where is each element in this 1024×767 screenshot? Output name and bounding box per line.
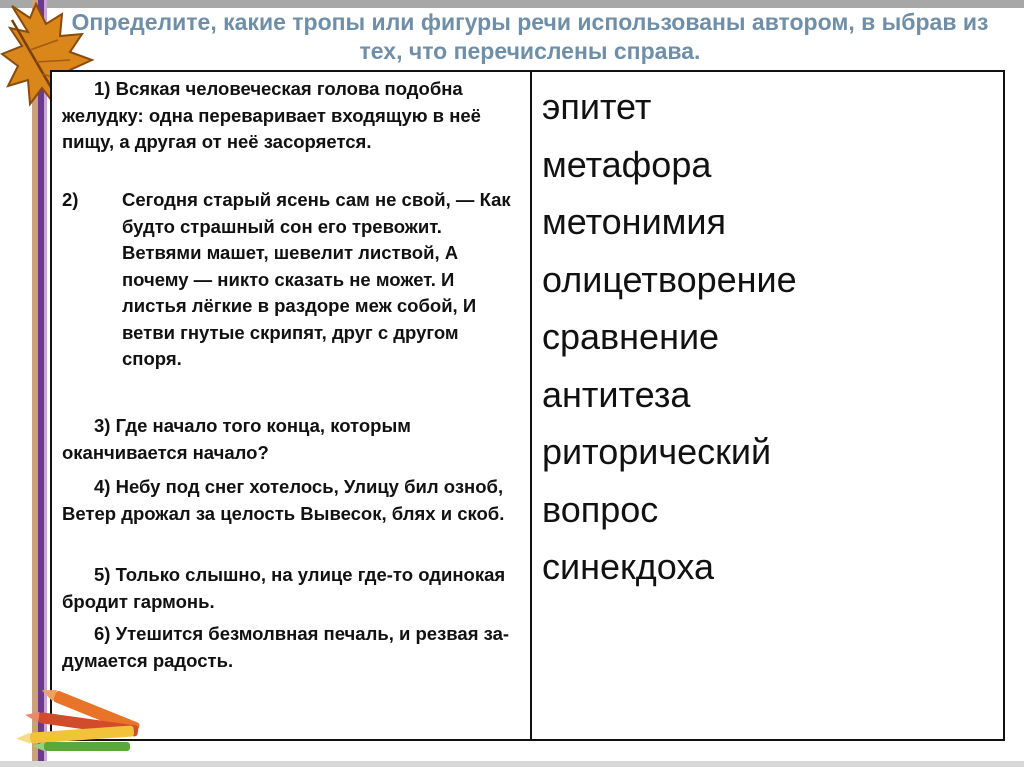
example-item-2: [62, 187, 522, 373]
example-item-1: [62, 76, 522, 156]
terms-column: [542, 78, 1002, 596]
top-rule: [0, 0, 1024, 8]
example-text: Только слышно, на улице где-то одинокая бродит гармонь.: [62, 564, 506, 612]
exercise-table: [50, 70, 1005, 741]
example-number: 1): [94, 78, 111, 99]
example-text: Всякая человеческая голова подобна желудку: одна переваривает входящую в неё пищу, а другая от неё засоряется.: [62, 78, 481, 152]
term-item: метонимия: [542, 201, 727, 242]
example-text: Где начало того конца, которым оканчивается начало?: [62, 415, 411, 463]
example-item-5: [62, 562, 522, 615]
term-item: метафора: [542, 143, 712, 185]
term-item: риторический: [542, 431, 772, 472]
example-number: 5): [94, 564, 111, 585]
term-item: олицетворение: [542, 258, 797, 300]
term-item: вопрос: [542, 488, 659, 530]
term-item: эпитет: [542, 86, 652, 127]
example-item-6: [62, 621, 522, 674]
crayons-icon: [8, 686, 158, 756]
example-number: 6): [94, 623, 111, 644]
example-number: 2): [62, 189, 79, 210]
example-item-4: [62, 474, 522, 527]
example-item-3: [62, 413, 522, 466]
example-number: 3): [94, 415, 111, 436]
example-text: Небу под снег хотелось, Улицу бил озноб, Ветер дрожал за целость Вывесок, блях и скоб.: [62, 476, 505, 524]
bottom-rule: [0, 761, 1024, 767]
example-text: Сегодня старый ясень сам не свой, — Как будто страшный сон его тревожит. Ветвями машет, шевелит листвой, А почему — никто сказать не может. И листья лёгкие в раздоре меж собой, И ветви гнутые скрипят, друг с другом споря.: [122, 189, 511, 369]
slide-title: Определите, какие тропы или фигуры речи использованы автором, в ыбрав из тех, что перечислены справа.: [71, 9, 989, 64]
term-item: синекдоха: [542, 546, 715, 587]
term-item: антитеза: [542, 373, 691, 415]
examples-column: [52, 72, 530, 739]
term-item: сравнение: [542, 316, 720, 357]
example-number: 4): [94, 476, 111, 497]
example-text: Утешится безмолвная печаль, и резвая за-думается радость.: [62, 623, 510, 671]
column-divider: [530, 72, 532, 739]
